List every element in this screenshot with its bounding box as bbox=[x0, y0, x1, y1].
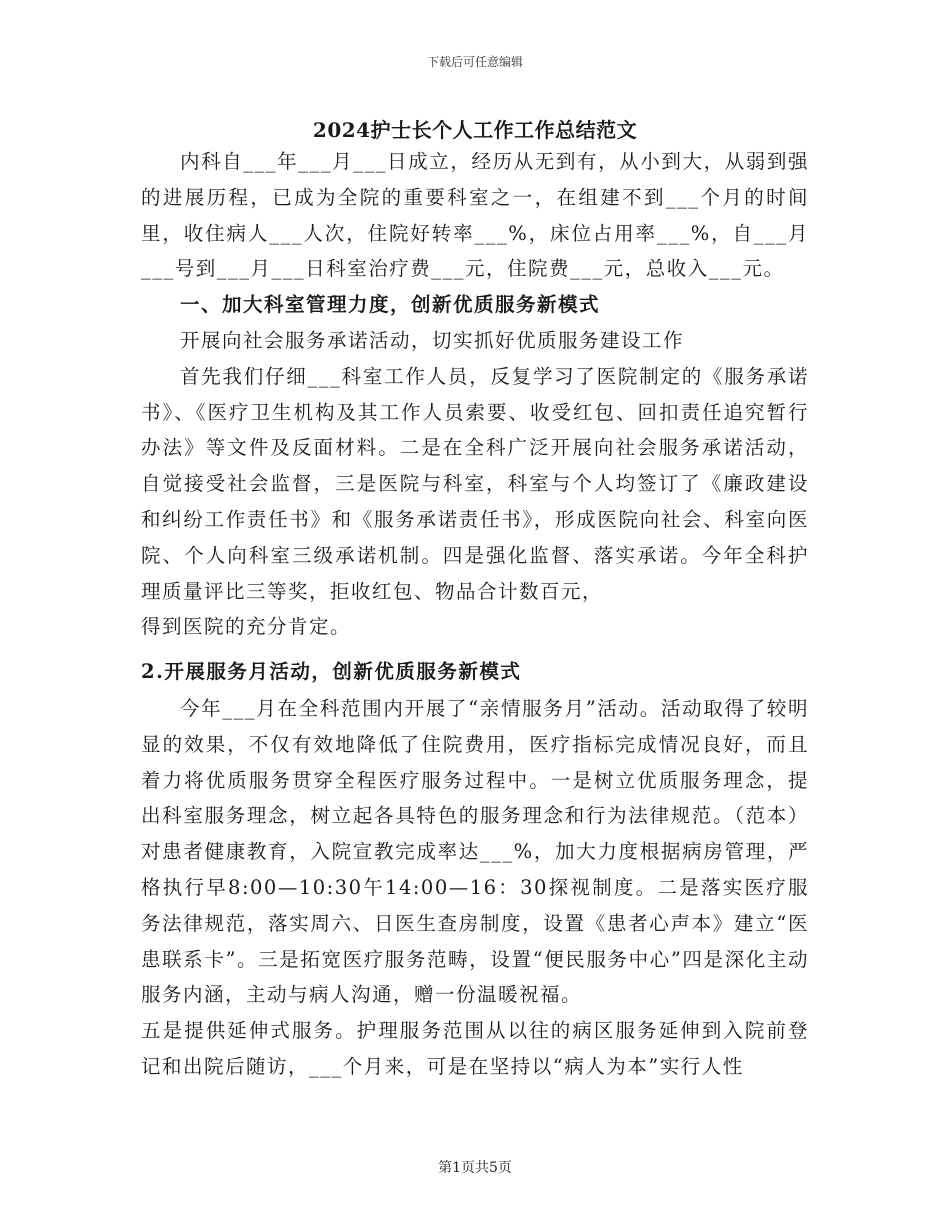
paragraph-body-1-end: 得到医院的充分肯定。 bbox=[141, 615, 352, 639]
section-heading-1: 一、加大科室管理力度，创新优质服务新模式 bbox=[180, 293, 601, 317]
paragraph-body-2: 今年___月在全科范围内开展了“亲情服务月”活动。活动取得了较明显的效果，不仅有效地降低了住院费用，医疗指标完成情况良好，而且着力将优质服务贯穿全程医疗服务过程中。一是树立优质服务理念，提出科室服务理念，树立起各具特色的服务理念和行为法律规范。（范本）对患者健康教育，入院宣教完成率达___%，加大力度根据病房管理，严格执行早8:00—10:30午14:00—16：30探视制度。二是落实医疗服务法律规范，落实周六、日医生查房制度，设置《患者心声本》建立“医患联系卡”。三是拓宽医疗服务范畴，设置“便民服务中心”四是深化主动服务内涵，主动与病人沟通，赠一份温暖祝福。 bbox=[141, 696, 809, 1007]
document-title: 2024护士长个人工作工作总结范文 bbox=[312, 118, 638, 142]
document-body bbox=[141, 144, 809, 1085]
section-heading-2: 2.开展服务月活动，创新优质服务新模式 bbox=[141, 660, 522, 684]
paragraph-body-3: 五是提供延伸式服务。护理服务范围从以往的病区服务延伸到入院前登记和出院后随访，___个月来，可是在坚持以“病人为本”实行人性 bbox=[141, 1019, 809, 1078]
paragraph-subheading: 开展向社会服务承诺活动，切实抓好优质服务建设工作 bbox=[180, 328, 685, 352]
paragraph-intro: 内科自___年___月___日成立，经历从无到有，从小到大，从弱到强的进展历程，已成为全院的重要科室之一，在组建不到___个月的时间里，收住病人___人次，住院好转率___%，床位占用率___%，自___月___号到___月___日科室治疗费___元，住院费___元，总收入___元。 bbox=[141, 150, 809, 281]
page-number: 第1页共5页 bbox=[438, 1160, 512, 1176]
paragraph-body-1: 首先我们仔细___科室工作人员，反复学习了医院制定的《服务承诺书》、《医疗卫生机构及其工作人员索要、收受红包、回扣责任追究暂行办法》等文件及反面材料。二是在全科广泛开展向社会服务承诺活动，自觉接受社会监督，三是医院与科室，科室与个人均签订了《廉政建设和纠纷工作责任书》和《服务承诺责任书》，形成医院向社会、科室向医院、个人向科室三级承诺机制。四是强化监督、落实承诺。今年全科护理质量评比三等奖，拒收红包、物品合计数百元， bbox=[141, 364, 809, 603]
header-note: 下载后可任意编辑 bbox=[426, 55, 523, 69]
